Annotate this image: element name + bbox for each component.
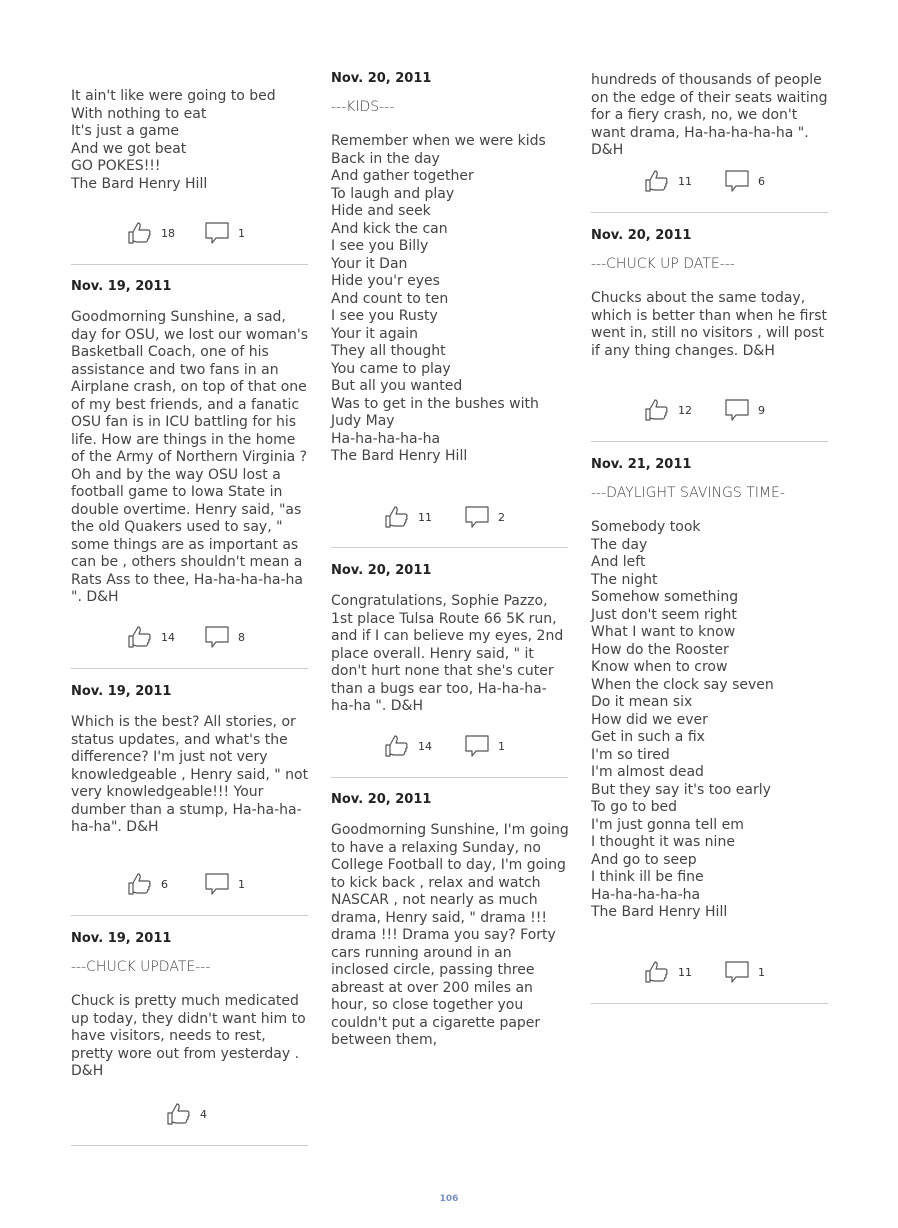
post: [591, 226, 832, 360]
thumbs-up-icon: [127, 871, 153, 897]
post-divider: [591, 1003, 828, 1004]
like-count: 12: [678, 403, 692, 417]
post: [71, 277, 313, 607]
post: [331, 561, 569, 716]
comment-button[interactable]: [204, 220, 245, 246]
post-divider: [71, 264, 308, 265]
post: [331, 790, 574, 1050]
like-count: 11: [678, 965, 692, 979]
like-count: 14: [161, 630, 175, 644]
post-body: Remember when we were kids Back in the day And gather together To laugh and play Hide and seek And kick the can I see you Billy Your it Dan Hide you'r eyes And count to ten I see you Rusty Your it again They all thought You came to play But all you wanted Was to get in the bushes with Judy May Ha-ha-ha-ha-ha The Bard Henry Hill: [331, 133, 546, 464]
post-divider: [331, 777, 568, 778]
post-body: hundreds of thousands of people on the edge of their seats waiting for a fiery crash, no, we don't want drama, Ha-ha-ha-ha-ha ". D&H: [591, 72, 833, 158]
like-button[interactable]: [644, 168, 692, 194]
thumbs-up-icon: [644, 959, 670, 985]
post-body: Chucks about the same today, which is better than when he first went in, still no visitors , will post if any thing changes. D&H: [591, 290, 832, 359]
like-count: 6: [161, 877, 168, 891]
post-divider: [331, 547, 568, 548]
comment-bubble-icon: [204, 220, 230, 246]
comment-button[interactable]: [464, 733, 505, 759]
comment-count: 8: [238, 630, 245, 644]
comment-bubble-icon: [464, 733, 490, 759]
thumbs-up-icon: [384, 733, 410, 759]
post: [331, 69, 569, 466]
comment-count: 1: [498, 739, 505, 753]
post-divider: [71, 915, 308, 916]
like-count: 14: [418, 739, 432, 753]
post-title: ---DAYLIGHT SAVINGS TIME-: [591, 485, 785, 501]
comment-bubble-icon: [724, 959, 750, 985]
thumbs-up-icon: [127, 624, 153, 650]
page-number: 106: [439, 1194, 459, 1204]
comment-button[interactable]: [204, 624, 245, 650]
comment-button[interactable]: [724, 168, 765, 194]
thumbs-up-icon: [644, 168, 670, 194]
thumbs-up-icon: [127, 220, 153, 246]
post-title: ---KIDS---: [331, 99, 395, 115]
post-body: Goodmorning Sunshine, a sad, day for OSU, we lost our woman's Basketball Coach, one of his assistance and two fans in an Airplane crash, on top of that one of my best friends, and a fanatic OSU fan is in ICU battling for his life. How are things in the home of the Army of Northern Virginia ? Oh and by the way OSU lost a football game to Iowa State in double overtime. Henry said, "as the old Quakers used to say, " some things are as important as can be , others shouldn't mean a Rats Ass to thee, Ha-ha-ha-ha-ha ". D&H: [71, 309, 313, 605]
post-actions: [331, 733, 569, 759]
like-button[interactable]: [644, 959, 692, 985]
thumbs-up-icon: [384, 504, 410, 530]
comment-count: 1: [238, 226, 245, 240]
comment-button[interactable]: [724, 959, 765, 985]
post-body: Chuck is pretty much medicated up today, they didn't want him to have visitors, needs to rest, pretty wore out from yesterday . D&H: [71, 993, 311, 1079]
like-count: 18: [161, 226, 175, 240]
like-button[interactable]: [127, 624, 175, 650]
post: [71, 88, 309, 193]
post-actions: [591, 397, 829, 423]
comment-count: 1: [238, 877, 245, 891]
post-actions: [71, 871, 309, 897]
post-divider: [71, 1145, 308, 1146]
comment-button[interactable]: [724, 397, 765, 423]
post-divider: [591, 441, 828, 442]
comment-count: 9: [758, 403, 765, 417]
like-button[interactable]: [127, 871, 168, 897]
post-body: Somebody took The day And left The night Somehow something Just don't seem right What I want to know How do the Rooster Know when to crow When the clock say seven Do it mean six How did we ever Get in such a fix I'm so tired I'm almost dead But they say it's too early To go to bed I'm just gonna tell em I thought it was nine And go to seep I think ill be fine Ha-ha-ha-ha-ha The Bard Henry Hill: [591, 519, 774, 920]
like-button[interactable]: [127, 220, 175, 246]
post-date: Nov. 20, 2011: [591, 228, 692, 243]
comment-button[interactable]: [204, 871, 245, 897]
post-date: Nov. 19, 2011: [71, 279, 172, 294]
post-title: ---CHUCK UP DATE---: [591, 256, 735, 272]
post-date: Nov. 21, 2011: [591, 457, 692, 472]
comment-bubble-icon: [204, 871, 230, 897]
like-button[interactable]: [644, 397, 692, 423]
post-actions: [71, 1101, 309, 1127]
post-title: ---CHUCK UPDATE---: [71, 959, 211, 975]
like-count: 11: [678, 174, 692, 188]
post-divider: [71, 668, 308, 669]
like-button[interactable]: [384, 504, 432, 530]
post: [591, 72, 833, 160]
post-actions: [591, 168, 829, 194]
post-body: Which is the best? All stories, or status updates, and what's the difference? I'm just not very knowledgeable , Henry said, " not very knowledgeable!!! Your dumber than a stump, Ha-ha-ha-ha-ha". D&H: [71, 714, 313, 835]
post: [71, 682, 313, 837]
comment-count: 6: [758, 174, 765, 188]
comment-count: 1: [758, 965, 765, 979]
post-date: Nov. 20, 2011: [331, 792, 432, 807]
post-body: It ain't like were going to bed With nothing to eat It's just a game And we got beat GO POKES!!! The Bard Henry Hill: [71, 88, 276, 192]
post: [71, 929, 309, 1081]
post-date: Nov. 20, 2011: [331, 71, 432, 86]
comment-bubble-icon: [204, 624, 230, 650]
post-actions: [71, 624, 309, 650]
post-actions: [331, 504, 569, 530]
post-actions: [71, 220, 309, 246]
comment-bubble-icon: [464, 504, 490, 530]
post-body: Goodmorning Sunshine, I'm going to have a relaxing Sunday, no College Football to day, I'm going to kick back , relax and watch NASCAR , not nearly as much drama, Henry said, " drama !!! drama !!! Drama you say? Forty cars running around in an inclosed circle, passing three abreast at over 200 miles an hour, so close together you couldn't put a cigarette paper between them,: [331, 822, 574, 1048]
like-count: 4: [200, 1107, 207, 1121]
comment-bubble-icon: [724, 397, 750, 423]
thumbs-up-icon: [644, 397, 670, 423]
post-actions: [591, 959, 829, 985]
post-date: Nov. 20, 2011: [331, 563, 432, 578]
post-date: Nov. 19, 2011: [71, 931, 172, 946]
post-date: Nov. 19, 2011: [71, 684, 172, 699]
post: [591, 455, 829, 922]
like-count: 11: [418, 510, 432, 524]
post-body: Congratulations, Sophie Pazzo, 1st place Tulsa Route 66 5K run, and if I can believe my eyes, 2nd place overall. Henry said, " it don't hurt none that she's cuter than a bugs ear too, Ha-ha-ha-ha-ha ". D&H: [331, 593, 568, 714]
like-button[interactable]: [384, 733, 432, 759]
post-divider: [591, 212, 828, 213]
like-button[interactable]: [166, 1101, 207, 1127]
comment-count: 2: [498, 510, 505, 524]
comment-bubble-icon: [724, 168, 750, 194]
comment-button[interactable]: [464, 504, 505, 530]
thumbs-up-icon: [166, 1101, 192, 1127]
